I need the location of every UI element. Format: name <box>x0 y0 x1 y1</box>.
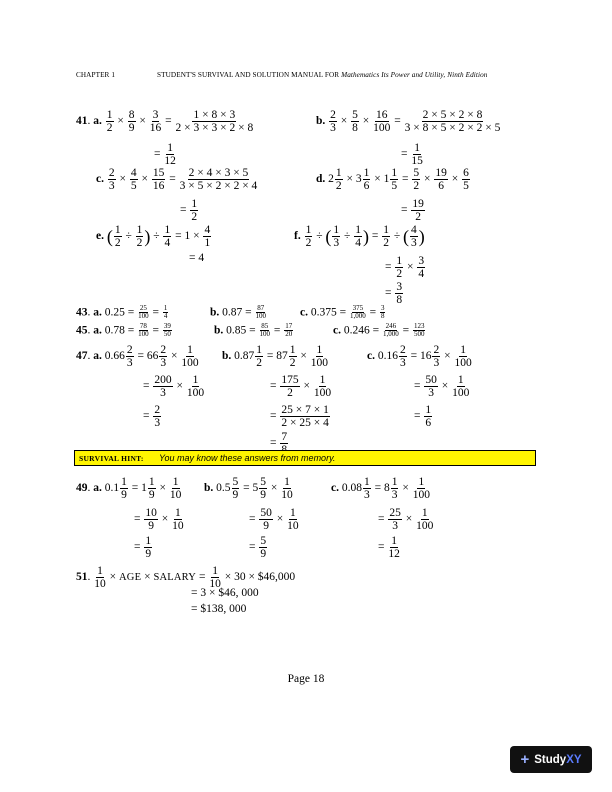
problem-47c: c. 0.16 $\frac{2}{3}$ = 16 $\frac{2}{3}$ × $\frac{1}{100}$ <box>367 344 472 370</box>
part-label: f. <box>294 230 301 243</box>
problem-43b: b. 0.87 = $\frac{87}{100}$ <box>210 304 267 321</box>
part-label: b. <box>214 324 224 337</box>
book-title: Mathematics Its Power and Utility, Ninth Edition <box>341 71 488 79</box>
plus-icon: + <box>520 751 530 768</box>
part-label: b. <box>210 306 220 319</box>
problem-49a: 49. a. 0.1 $\frac{1}{9}$ = 1 $\frac{1}{9}$ × $\frac{1}{10}$ <box>76 476 182 502</box>
problem-49c-result: = $\frac{1}{12}$ <box>378 535 400 561</box>
problem-number: 41 <box>76 115 88 128</box>
part-label: c. <box>300 306 308 319</box>
survival-hint-text: You may know these answers from memory. <box>159 453 336 463</box>
chapter-label: CHAPTER 1 <box>76 71 116 79</box>
survival-hint-box <box>74 450 536 466</box>
problem-41e-result: = 4 <box>189 252 205 264</box>
problem-47c-step: = $\frac{50}{3}$ × $\frac{1}{100}$ <box>414 374 470 400</box>
problem-43c: c. 0.375 = $\frac{375}{1,000}$ = $\frac{3}{8}$ <box>300 304 385 321</box>
problem-45: 45. a. 0.78 = $\frac{78}{100}$ = $\frac{39}{50}$ <box>76 322 171 339</box>
problem-41c-result: = $\frac{1}{2}$ <box>180 198 198 224</box>
problem-47b-step2: = $\frac{25 \times 7 \times 1}{2 \times 25 \times 4}$ <box>270 404 329 430</box>
part-label: c. <box>333 324 341 337</box>
survival-hint-label: SURVIVAL HINT: <box>79 454 144 463</box>
page-number: Page 18 <box>287 673 325 685</box>
problem-41f-result: = $\frac{3}{8}$ <box>385 281 403 307</box>
part-label: b. <box>222 350 232 363</box>
problem-47b-step: = $\frac{175}{2}$ × $\frac{1}{100}$ <box>270 374 332 400</box>
problem-49a-step: = $\frac{10}{9}$ × $\frac{1}{10}$ <box>134 507 184 533</box>
brand-study: Study <box>534 753 567 766</box>
problem-49a-result: = $\frac{1}{9}$ <box>134 535 152 561</box>
problem-41f: f. $\frac{1}{2}$ ÷ ( $\frac{1}{3}$ ÷ $\frac{1}{4}$ ) = $\frac{1}{2}$ ÷ ( $\frac{4}{3}$ ) <box>294 224 425 250</box>
problem-45c: c. 0.246 = $\frac{246}{1,000}$ = $\frac{123}{500}$ <box>333 322 425 339</box>
problem-41d-result: = $\frac{19}{2}$ <box>401 198 424 224</box>
problem-41e: e. ( $\frac{1}{2}$ ÷ $\frac{1}{2}$ ) ÷ $\frac{1}{4}$ = 1 × $\frac{4}{1}$ <box>96 224 211 250</box>
problem-number: 43 <box>76 306 88 319</box>
running-header <box>76 71 487 79</box>
problem-41a-result: = $\frac{1}{12}$ <box>154 142 176 168</box>
problem-47b-result: = 7 <box>270 431 288 450</box>
part-label: b. <box>316 115 326 128</box>
problem-47a-step: = $\frac{200}{3}$ × $\frac{1}{100}$ <box>143 374 205 400</box>
problem-43: 43. a. 0.25 = $\frac{25}{100}$ = $\frac{1}{4}$ <box>76 304 168 321</box>
studyxy-badge[interactable] <box>510 746 592 773</box>
part-label: d. <box>316 173 326 186</box>
problem-41f-step: = $\frac{1}{2}$ × $\frac{3}{4}$ <box>385 255 425 281</box>
problem-47a: 47. a. 0.66 $\frac{2}{3}$ = 66 $\frac{2}{3}$ × $\frac{1}{100}$ <box>76 344 199 370</box>
part-label: a. <box>93 115 102 128</box>
problem-41b: b. $\frac{2}{3}$ × $\frac{5}{8}$ × $\frac{16}{100}$ = $\frac{2 \times 5 \times 2 \times 8}{3 \times 8 \times 5 \times 2 \times 2 \times 5}$ <box>316 109 501 135</box>
problem-41a: 41. a. $\frac{1}{2}$ × $\frac{8}{9}$ × $\frac{3}{16}$ = $\frac{1 \times 8 \times 3}{2 \times 3 \times 3 \times 2 \times 8}$ <box>76 109 254 135</box>
part-label: c. <box>367 350 375 363</box>
problem-41c: c. $\frac{2}{3}$ × $\frac{4}{5}$ × $\frac{15}{16}$ = $\frac{2 \times 4 \times 3 \times 5}{3 \times 5 \times 2 \times 2 \times 4}$ <box>96 167 258 193</box>
problem-45b: b. 0.85 = $\frac{85}{100}$ = $\frac{17}{20}$ <box>214 322 293 339</box>
problem-47c-result: = $\frac{1}{6}$ <box>414 404 432 430</box>
problem-47b: b. 0.87 $\frac{1}{2}$ = 87 $\frac{1}{2}$ × $\frac{1}{100}$ <box>222 344 329 370</box>
part-label: c. <box>331 482 339 495</box>
problem-49c-step: = $\frac{25}{3}$ × $\frac{1}{100}$ <box>378 507 434 533</box>
problem-41d: d. 2 $\frac{1}{2}$ × 3 $\frac{1}{6}$ × 1 $\frac{1}{5}$ = $\frac{5}{2}$ × $\frac{19}{6}$ × $\frac{6}{5}$ <box>316 167 469 193</box>
part-label: e. <box>96 230 104 243</box>
problem-51: 51. $\frac{1}{10}$ × AGE × SALARY = $\frac{1}{10}$ × 30 × $46,000 <box>76 565 296 591</box>
problem-49b: b. 0.5 $\frac{5}{9}$ = 5 $\frac{5}{9}$ × $\frac{1}{10}$ <box>204 476 293 502</box>
brand-xy: XY <box>566 753 582 766</box>
part-label: a. <box>93 324 102 337</box>
part-label: a. <box>93 350 102 363</box>
part-label: c. <box>96 173 104 186</box>
problem-49c: c. 0.08 $\frac{1}{3}$ = 8 $\frac{1}{3}$ × $\frac{1}{100}$ <box>331 476 430 502</box>
manual-title: STUDENT'S SURVIVAL AND SOLUTION MANUAL FOR <box>157 71 340 79</box>
problem-number: 47 <box>76 350 88 363</box>
problem-41b-result: = $\frac{1}{15}$ <box>401 142 423 168</box>
problem-51-step: = 3 × $46, 000 <box>191 587 259 599</box>
problem-47a-result: = $\frac{2}{3}$ <box>143 404 161 430</box>
part-label: a. <box>93 306 102 319</box>
problem-49b-step: = $\frac{50}{9}$ × $\frac{1}{10}$ <box>249 507 299 533</box>
problem-51-result: = $138, 000 <box>191 603 247 615</box>
age-term: AGE <box>119 572 142 584</box>
problem-49b-result: = $\frac{5}{9}$ <box>249 535 267 561</box>
problem-number: 45 <box>76 324 88 337</box>
salary-term: SALARY <box>153 572 197 584</box>
problem-number: 51 <box>76 571 88 584</box>
part-label: b. <box>204 482 214 495</box>
part-label: a. <box>93 482 102 495</box>
problem-number: 49 <box>76 482 88 495</box>
